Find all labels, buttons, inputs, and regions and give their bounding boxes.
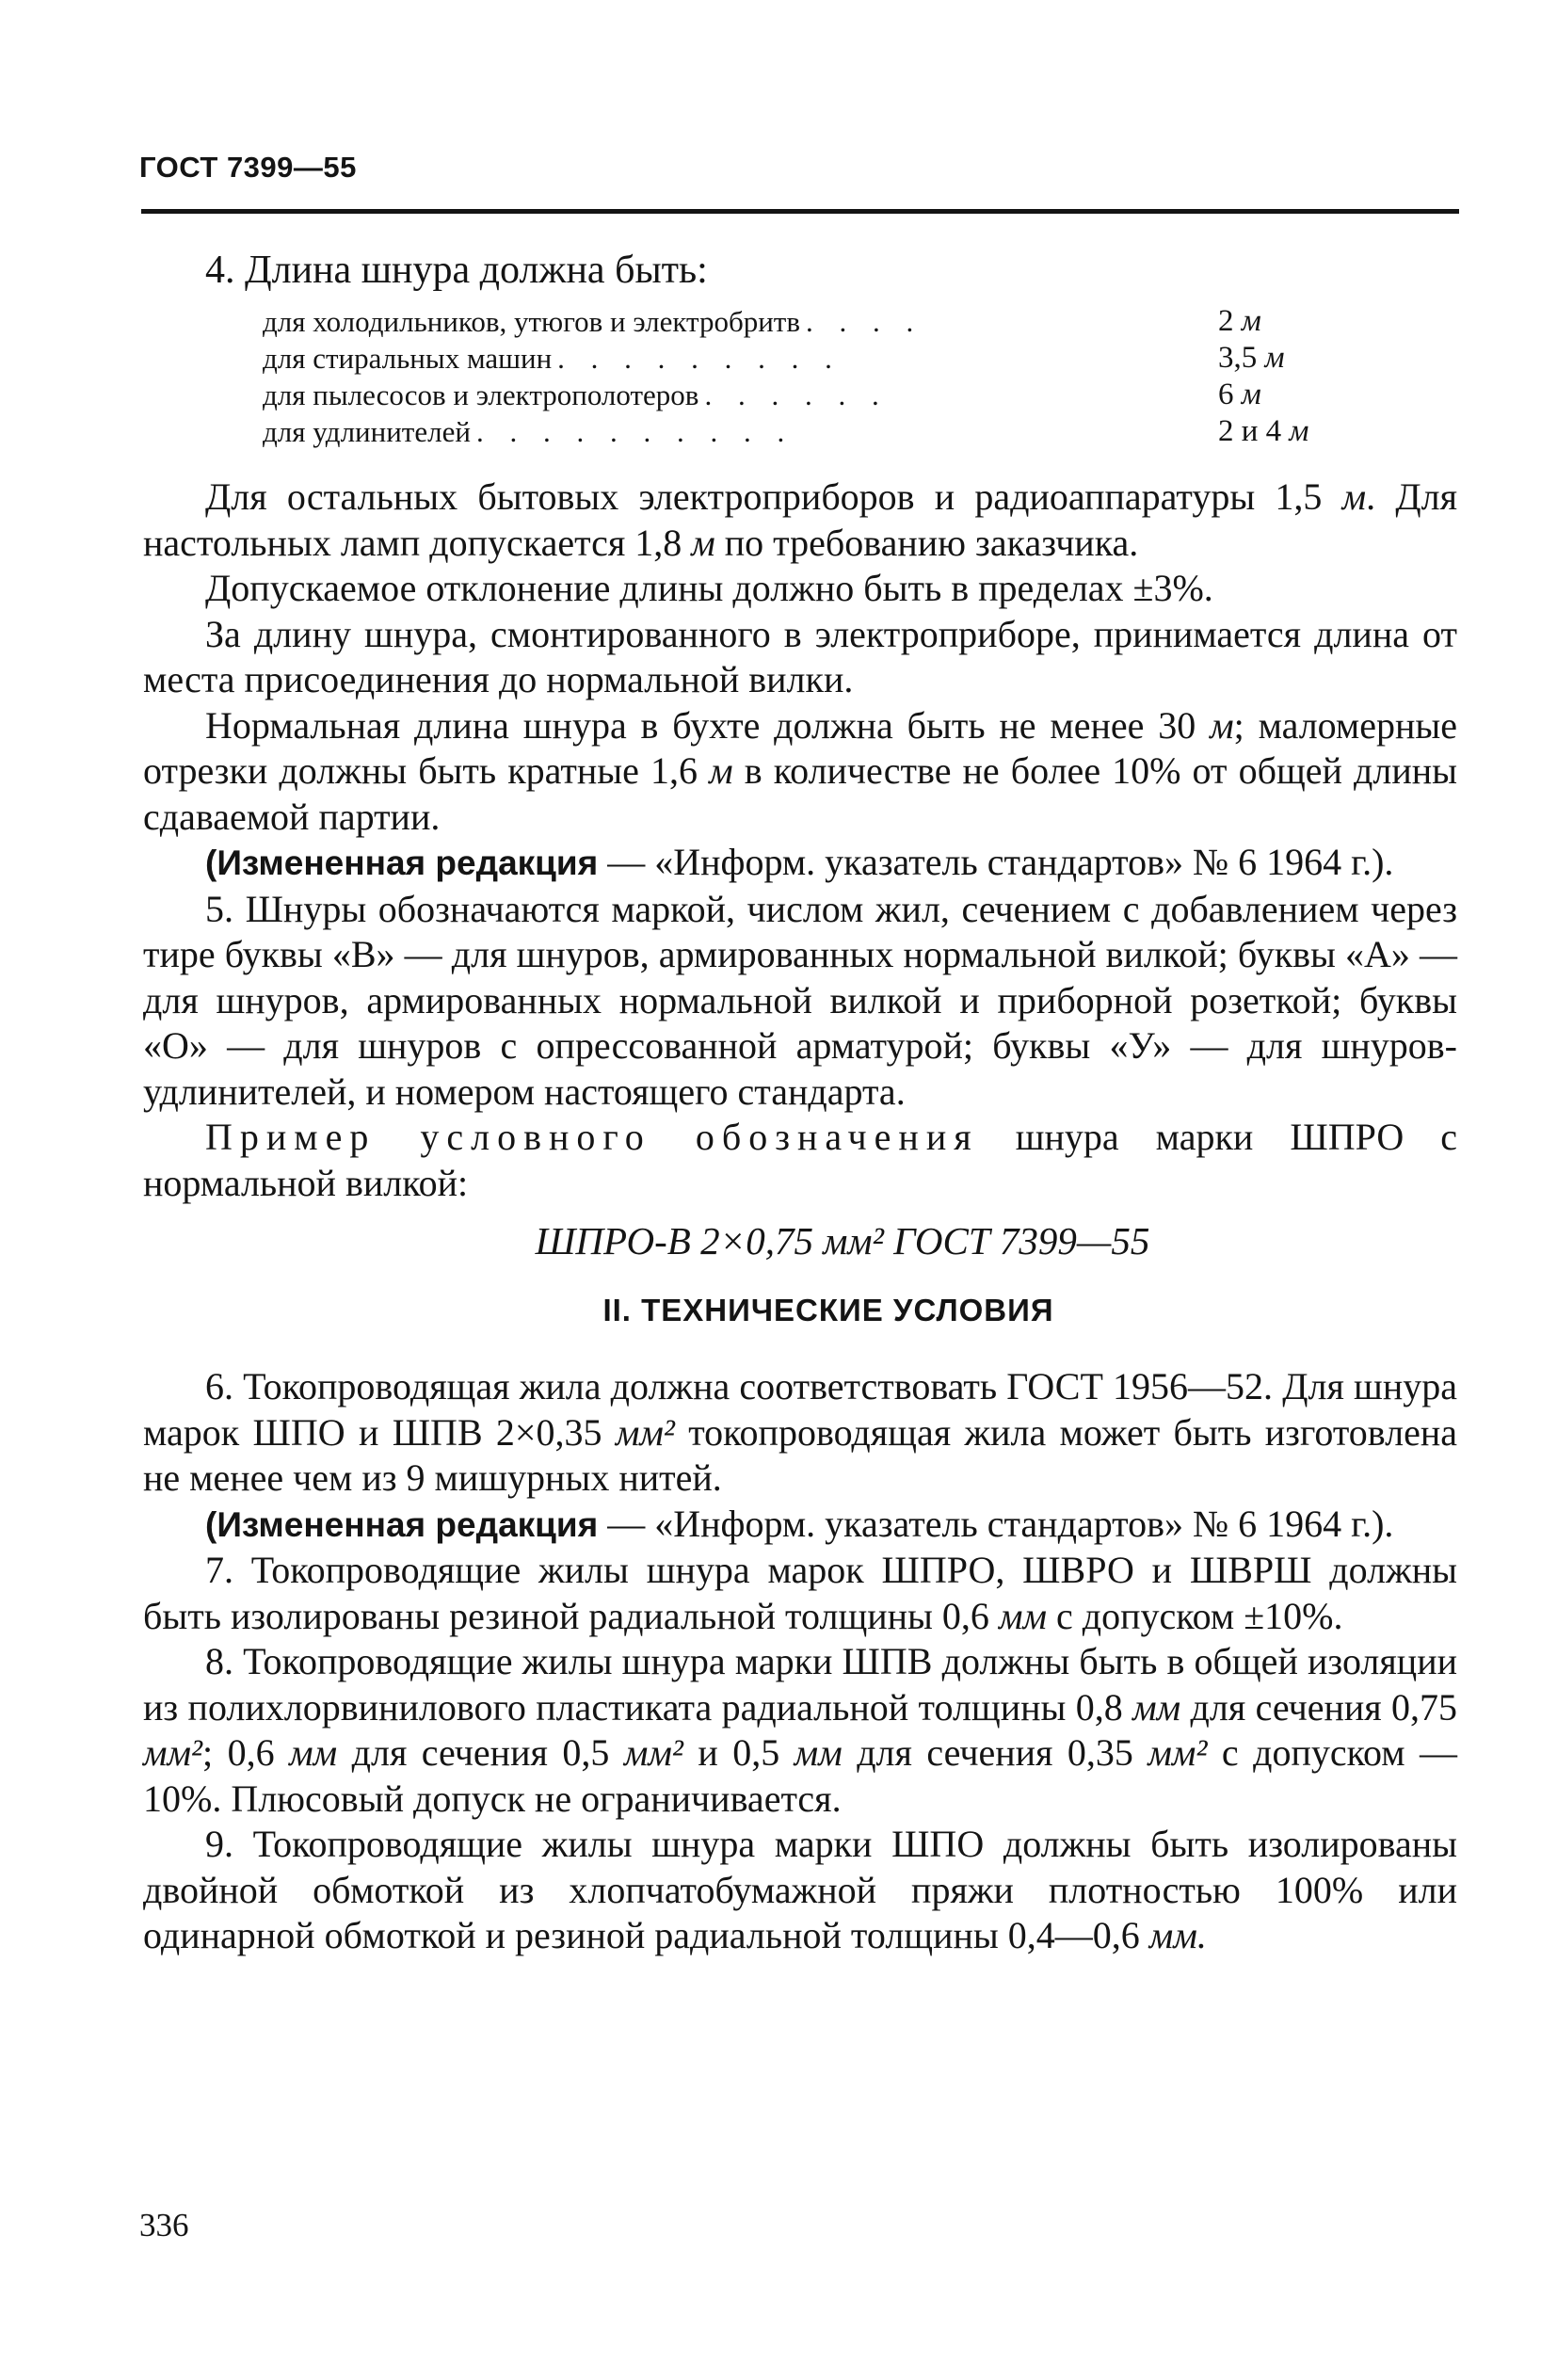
leader-dots: . . . . [806, 305, 923, 338]
designation-example: ШПРО-В 2×0,75 мм² ГОСТ 7399—55 [535, 1219, 1150, 1262]
length-label: для удлинителей [263, 415, 471, 448]
item-9-paragraph: 9. Токопроводящие жилы шнура марки ШПО должны быть изолированы двойной обмоткой из хлопчатобумажной пряжи плотностью 100% или одинарной обмоткой и резиной радиальной толщины 0,4—0,6 мм. [143, 1823, 1457, 1956]
leader-dots: . . . . . . . . . . [475, 415, 795, 448]
page-number: 336 [139, 2207, 189, 2243]
page-header: ГОСТ 7399—55 [139, 151, 357, 184]
header-rule [141, 209, 1459, 214]
length-value: 2 и 4 [1218, 414, 1282, 448]
item-7-paragraph: 7. Токопроводящие жилы шнура марок ШПРО, ШВРО и ШВРШ должны быть изолированы резиной радиальной толщины 0,6 мм с допуском ±10%. [143, 1549, 1457, 1637]
leader-dots: . . . . . . . . . [557, 342, 842, 375]
length-value: 6 [1218, 378, 1234, 411]
length-unit: м [1289, 414, 1309, 448]
length-unit: м [1241, 378, 1261, 411]
item-6-paragraph: 6. Токопроводящая жила должна соответствовать ГОСТ 1956—52. Для шнура марок ШПО и ШПВ 2×0,35 мм² токопроводящая жила может быть изготовлена не менее чем из 9 мишурных нитей. [143, 1365, 1458, 1499]
deviation-paragraph: Допускаемое отклонение длины должно быть в пределах ±3%. [205, 567, 1213, 609]
length-unit: м [1264, 341, 1285, 375]
leader-dots: . . . . . . [704, 378, 889, 411]
cord-length-table [263, 303, 1308, 450]
length-label: для пылесосов и электрополотеров [263, 378, 699, 411]
other-appliances-paragraph: Для остальных бытовых электроприборов и радиоаппаратуры 1,5 м. Для настольных ламп допускается 1,8 м по требованию заказчика. [143, 475, 1457, 564]
document-body [143, 247, 1457, 1959]
item-8-paragraph: 8. Токопроводящие жилы шнура марки ШПВ должны быть в общей изоляции из полихлорвинилового пластиката радиальной толщины 0,8 мм для сечения 0,75 мм²; 0,6 мм для сечения 0,5 мм² и 0,5 мм для сечения 0,35 мм² с допуском — 10%. Плюсовый допуск не ограничивается. [143, 1640, 1458, 1820]
section-heading: II. ТЕХНИЧЕСКИЕ УСЛОВИЯ [602, 1293, 1054, 1327]
length-value: 3,5 [1218, 341, 1258, 375]
length-row [263, 303, 1308, 340]
coil-length-paragraph: Нормальная длина шнура в бухте должна быть не менее 30 м; маломерные отрезки должны быть кратные 1,6 м в количестве не более 10% от общей длины сдаваемой партии. [143, 703, 1458, 838]
length-definition-paragraph: За длину шнура, смонтированного в электроприборе, принимается длина от места присоединения до нормальной вилки. [143, 612, 1457, 700]
amendment-note: (Измененная редакция — «Информ. указатель стандартов» № 6 1964 г.). [205, 1502, 1394, 1545]
example-intro: Пример условного обозначения шнура марки ШПРО с нормальной вилкой: [143, 1116, 1457, 1204]
length-row [263, 413, 1308, 450]
length-label: для холодильников, утюгов и электробритв [263, 305, 800, 338]
item-4-heading: 4. Длина шнура должна быть: [205, 249, 708, 292]
length-row [263, 340, 1308, 377]
length-label: для стиральных машин [263, 342, 553, 375]
length-value: 2 [1218, 304, 1234, 338]
length-row [263, 377, 1308, 413]
length-unit: м [1241, 304, 1261, 338]
amendment-note: (Измененная редакция — «Информ. указатель стандартов» № 6 1964 г.). [205, 841, 1394, 883]
item-5-paragraph: 5. Шнуры обозначаются маркой, числом жил, сечением с добавлением через тире буквы «В» — для шнуров, армированных нормальной вилкой; буквы «А» — для шнуров, армированных нормальной вилкой и приборной розеткой; буквы «О» — для шнуров с опрессованной арматурой; буквы «У» — для шнуров-удлинителей, и номером настоящего стандарта. [143, 887, 1457, 1113]
